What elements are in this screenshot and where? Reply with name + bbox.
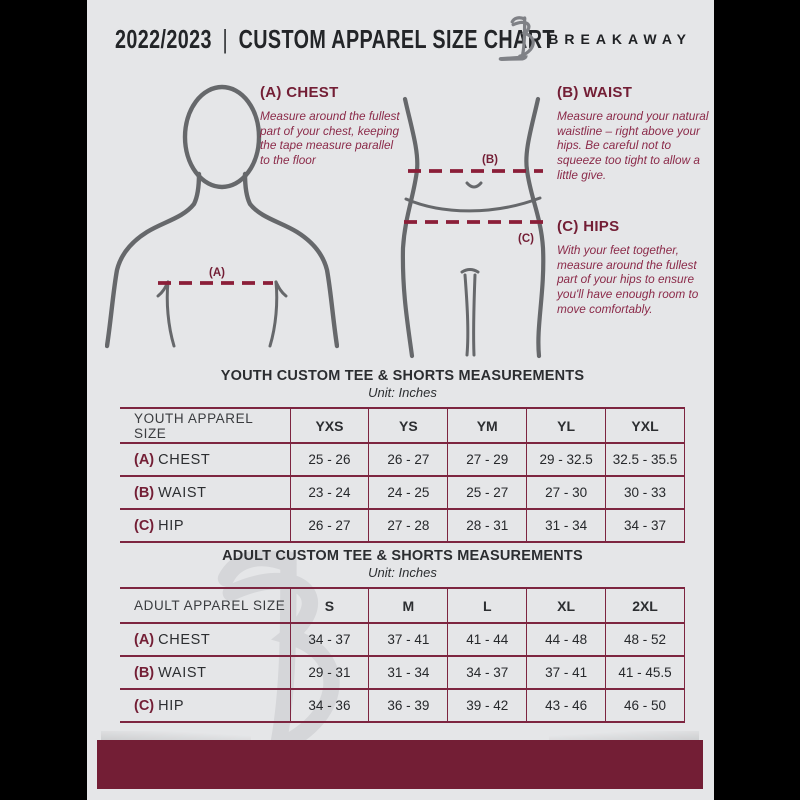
value-cell: 43 - 46 (527, 689, 606, 722)
size-column-header: ADULT APPAREL SIZE (120, 588, 290, 623)
measure-label-cell (120, 656, 290, 689)
youth-table-unit: Unit: Inches (368, 385, 437, 400)
value-cell: 27 - 28 (369, 509, 448, 542)
measure-key: (C) (134, 697, 155, 714)
measure-label: CHEST (158, 451, 211, 468)
adult-table-title: ADULT CUSTOM TEE & SHORTS MEASUREMENTS (222, 548, 583, 564)
measure-label: HIP (158, 697, 185, 714)
table-header-row (120, 588, 685, 623)
chest-line-label: (A) (209, 267, 225, 279)
value-cell: 46 - 50 (606, 689, 685, 722)
value-cell: 29 - 31 (290, 656, 369, 689)
brand-name: BREAKAWAY (548, 31, 692, 47)
measure-label-cell (120, 443, 290, 476)
value-cell: 32.5 - 35.5 (606, 443, 685, 476)
value-cell: 26 - 27 (290, 509, 369, 542)
table-row (120, 656, 685, 689)
value-cell: 27 - 29 (448, 443, 527, 476)
footer-accent-bar (97, 740, 703, 789)
title-text: CUSTOM APPAREL SIZE CHART (238, 24, 555, 54)
measure-key: (A) (134, 631, 155, 648)
adult-table-unit: Unit: Inches (368, 565, 437, 580)
value-cell: 34 - 37 (606, 509, 685, 542)
value-cell: 48 - 52 (606, 623, 685, 656)
measure-key: (B) (134, 484, 155, 501)
adult-section (120, 548, 685, 723)
value-cell: 41 - 45.5 (606, 656, 685, 689)
value-cell: 34 - 37 (290, 623, 369, 656)
torso-details (406, 183, 540, 355)
size-cell: XL (527, 588, 606, 623)
size-cell: 2XL (606, 588, 685, 623)
value-cell: 41 - 44 (448, 623, 527, 656)
size-cell: M (369, 588, 448, 623)
size-cell: S (290, 588, 369, 623)
page-title (115, 24, 555, 55)
value-cell: 28 - 31 (448, 509, 527, 542)
season-label: 2022/2023 (115, 24, 212, 54)
measure-label-cell (120, 689, 290, 722)
youth-table-title: YOUTH CUSTOM TEE & SHORTS MEASUREMENTS (220, 368, 585, 384)
table-row (120, 689, 685, 722)
chest-heading: (A) CHEST (260, 84, 339, 101)
measure-label: HIP (158, 517, 185, 534)
measure-label-cell (120, 509, 290, 542)
measure-key: (B) (134, 664, 155, 681)
size-cell: YXS (290, 408, 369, 443)
size-chart-page (87, 0, 714, 800)
value-cell: 39 - 42 (448, 689, 527, 722)
breakaway-logo-icon (496, 14, 538, 64)
measure-key: (A) (134, 451, 155, 468)
waist-body: Measure around your natural waistline – right above your hips. Be careful not to squeeze too tight to allow a little give. (557, 109, 709, 182)
hips-body: With your feet together, measure around the fullest part of your hips to ensure you'll have enough room to move comfortably. (557, 243, 699, 316)
value-cell: 31 - 34 (527, 509, 606, 542)
measure-label: CHEST (158, 631, 211, 648)
hips-instructions (557, 218, 715, 316)
hips-heading: (C) HIPS (557, 218, 620, 235)
measure-label: WAIST (158, 484, 207, 501)
value-cell: 25 - 27 (448, 476, 527, 509)
table-row (120, 509, 685, 542)
value-cell: 36 - 39 (369, 689, 448, 722)
measure-key: (C) (134, 517, 155, 534)
value-cell: 30 - 33 (606, 476, 685, 509)
size-cell: L (448, 588, 527, 623)
value-cell: 24 - 25 (369, 476, 448, 509)
value-cell: 26 - 27 (369, 443, 448, 476)
value-cell: 34 - 37 (448, 656, 527, 689)
size-cell: YS (369, 408, 448, 443)
hips-line-label: (C) (518, 233, 534, 245)
waist-heading: (B) WAIST (557, 84, 633, 101)
value-cell: 25 - 26 (290, 443, 369, 476)
waist-instructions (557, 84, 709, 182)
measure-label-cell (120, 476, 290, 509)
value-cell: 34 - 36 (290, 689, 369, 722)
measure-label-cell (120, 623, 290, 656)
title-divider: | (222, 24, 228, 54)
youth-size-table (120, 407, 685, 543)
value-cell: 27 - 30 (527, 476, 606, 509)
measure-label: WAIST (158, 664, 207, 681)
value-cell: 31 - 34 (369, 656, 448, 689)
value-cell: 44 - 48 (527, 623, 606, 656)
armpit-lines (158, 282, 286, 346)
brand-lockup (496, 14, 692, 64)
chest-body: Measure around the fullest part of your chest, keeping the tape measure parallel to the floor (260, 109, 400, 167)
value-cell: 37 - 41 (369, 623, 448, 656)
value-cell: 23 - 24 (290, 476, 369, 509)
waist-hips-figure (393, 96, 553, 360)
size-column-header: YOUTH APPAREL SIZE (120, 408, 290, 443)
size-cell: YL (527, 408, 606, 443)
value-cell: 37 - 41 (527, 656, 606, 689)
size-cell: YXL (606, 408, 685, 443)
adult-size-table (120, 587, 685, 723)
table-row (120, 443, 685, 476)
table-row (120, 476, 685, 509)
table-header-row (120, 408, 685, 443)
youth-section (120, 368, 685, 543)
value-cell: 29 - 32.5 (527, 443, 606, 476)
waist-line-label: (B) (482, 154, 498, 166)
size-cell: YM (448, 408, 527, 443)
chest-instructions (260, 84, 402, 168)
table-row (120, 623, 685, 656)
